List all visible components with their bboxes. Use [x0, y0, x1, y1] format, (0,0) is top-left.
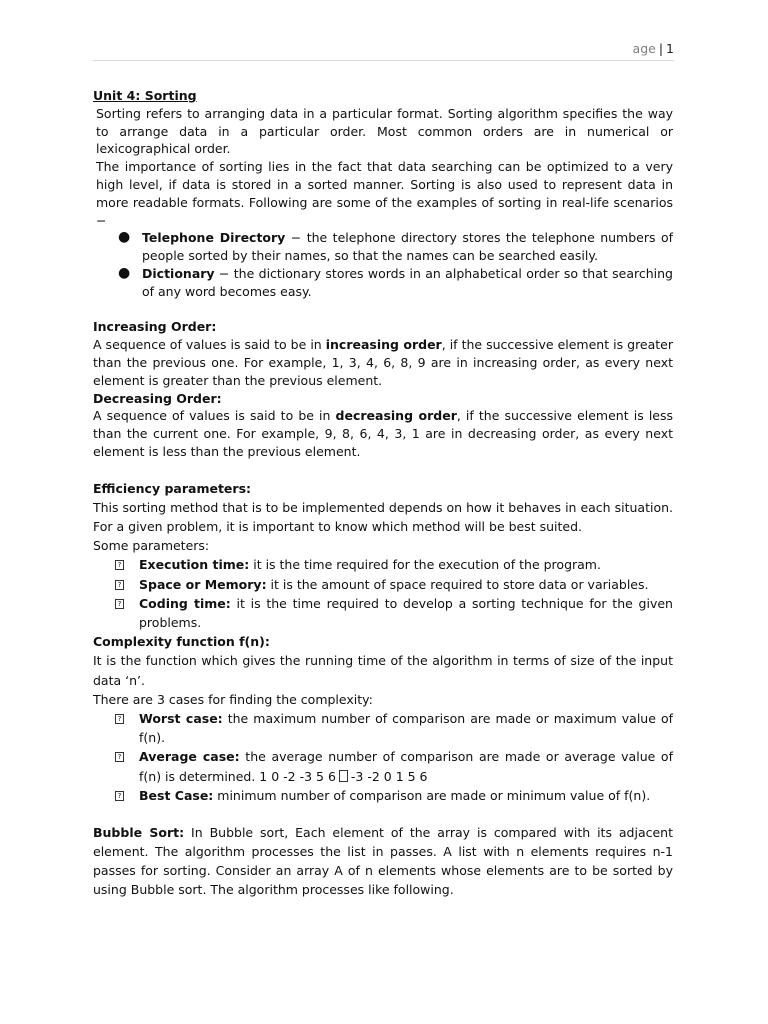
list-item	[117, 555, 673, 574]
example-text: − the dictionary stores words in an alphabetical order so that searching of any word becomes easy.	[142, 265, 673, 299]
decreasing-paragraph	[93, 407, 673, 460]
box-bullet-icon: ?	[115, 714, 124, 724]
increasing-term: increasing order	[325, 337, 442, 353]
param-term: Space or Memory:	[139, 576, 267, 592]
efficiency-list	[93, 555, 673, 632]
page-header	[93, 41, 674, 61]
param-term: Execution time:	[139, 557, 250, 573]
bubble-sort-paragraph	[93, 823, 673, 900]
list-item	[117, 709, 673, 747]
decreasing-term: decreasing order	[335, 408, 457, 424]
case-text: minimum number of comparison are made or minimum value of f(n).	[213, 787, 651, 803]
decreasing-after: , if the successive element is less than the current one. For example, 9, 8, 6, 4, 3, 1 are in decreasing order, as every next element is less than the previous element.	[93, 408, 674, 459]
intro-paragraph-2: The importance of sorting lies in the fact that data searching can be optimized to a very high level, if data is stored in a sorted manner. Sorting is also used to represent data in more readable formats. Following are some of the examples of sorting in real-life scenarios −	[96, 159, 673, 228]
complexity-list	[93, 709, 673, 805]
list-item	[117, 575, 673, 594]
complexity-heading: Complexity function f(n):	[93, 634, 270, 650]
document-body	[93, 87, 673, 900]
param-text: it is the time required for the execution of the program.	[249, 557, 601, 573]
complexity-intro: There are 3 cases for finding the complexity:	[93, 691, 373, 707]
example-term: Telephone Directory	[142, 230, 286, 246]
param-term: Coding time:	[139, 595, 231, 611]
list-item	[118, 264, 673, 301]
box-bullet-icon: ?	[115, 752, 124, 762]
intro-section	[93, 105, 673, 230]
list-item	[117, 747, 673, 785]
case-text: the average number of comparison are made or average value of f(n) is determined. 1 0 -2 -3 5 6	[139, 749, 673, 784]
box-bullet-icon: ?	[115, 560, 124, 570]
example-text: − the telephone directory stores the telephone numbers of people sorted by their names, so that the names can be searched easily.	[142, 230, 674, 264]
increasing-before: A sequence of values is said to be in	[93, 337, 326, 353]
efficiency-heading: Efficiency parameters:	[93, 480, 252, 496]
box-bullet-icon: ?	[115, 791, 124, 801]
example-term: Dictionary	[142, 265, 215, 281]
efficiency-section	[93, 479, 673, 556]
bullet-icon: ●	[118, 264, 131, 281]
header-prefix: age	[632, 41, 656, 56]
complexity-section	[93, 632, 673, 709]
missing-glyph-icon	[339, 770, 348, 782]
list-item	[118, 229, 674, 265]
examples-list	[93, 229, 673, 300]
case-text-tail: -3 -2 0 1 5 6	[350, 768, 428, 784]
list-item	[117, 594, 673, 632]
complexity-paragraph: It is the function which gives the running time of the algorithm in terms of size of the input data ‘n’.	[93, 653, 673, 688]
box-bullet-icon: ?	[115, 599, 124, 609]
list-item	[117, 786, 673, 805]
increasing-paragraph	[93, 336, 673, 389]
param-text: it is the amount of space required to store data or variables.	[266, 576, 649, 592]
case-term: Best Case:	[139, 787, 214, 803]
increasing-after: , if the successive element is greater than the previous one. For example, 1, 3, 4, 6, 8, 9 are in increasing order, as every next element is greater than the previous element.	[93, 337, 674, 388]
bullet-icon: ●	[118, 229, 131, 246]
bubble-text: In Bubble sort, Each element of the array is compared with its adjacent element. The algorithm processes the list in passes. A list with n elements requires n-1 passes for sorting. Consider an array A of n elements whose elements are to be sorted by using Bubble sort. The algorithm processes like following.	[93, 824, 673, 898]
header-separator: |	[658, 41, 664, 56]
case-term: Average case:	[139, 749, 240, 765]
case-text: the maximum number of comparison are made or maximum value of f(n).	[139, 710, 673, 746]
param-text: it is the time required to develop a sorting technique for the given problems.	[139, 595, 673, 630]
page-number: 1	[666, 41, 674, 56]
decreasing-heading: Decreasing Order:	[93, 390, 222, 406]
efficiency-paragraph: This sorting method that is to be implemented depends on how it behaves in each situation. For a given problem, it is important to know which method will be best suited.	[93, 499, 673, 534]
unit-title: Unit 4: Sorting	[93, 88, 197, 103]
case-term: Worst case:	[139, 710, 223, 726]
decreasing-before: A sequence of values is said to be in	[93, 408, 336, 424]
bubble-term: Bubble Sort:	[93, 824, 185, 840]
box-bullet-icon: ?	[115, 580, 124, 590]
efficiency-intro: Some parameters:	[93, 538, 210, 554]
increasing-heading: Increasing Order:	[93, 319, 217, 335]
intro-paragraph-1: Sorting refers to arranging data in a particular format. Sorting algorithm specifies the way to arrange data in a particular order. Most common orders are in numerical or lexicographical order.	[96, 105, 673, 157]
